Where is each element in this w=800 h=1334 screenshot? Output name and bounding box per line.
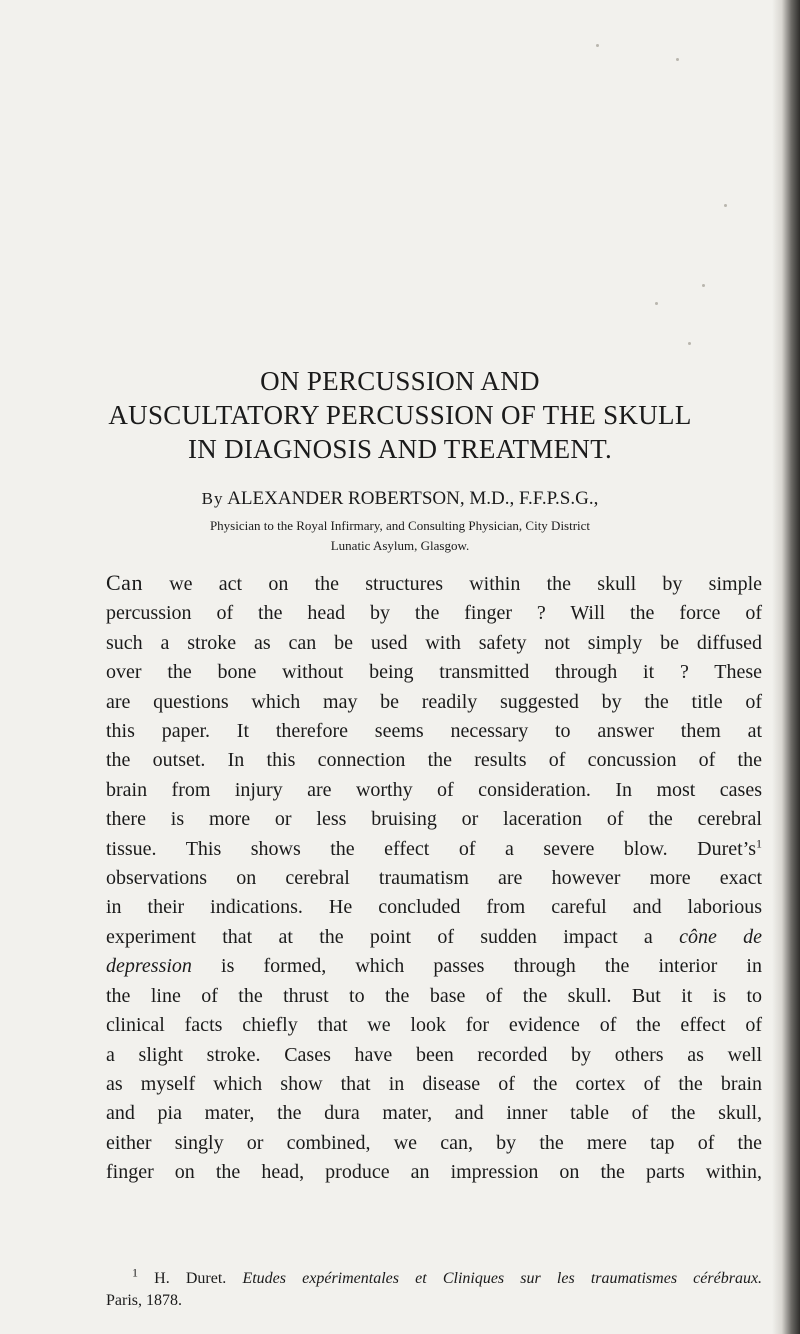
title-line-2: AUSCULTATORY PERCUSSION OF THE SKULL	[108, 400, 692, 430]
footnote-line: Paris, 1878.	[106, 1292, 182, 1309]
body-line: this paper. It therefore seems necessary to answer them at	[106, 720, 762, 743]
body-line: the line of the thrust to the base of the skull. But it is to	[106, 984, 762, 1007]
page-edge-shadow	[772, 0, 800, 1334]
drop-word: Can	[106, 570, 143, 595]
body-line: in their indications. He concluded from careful and laborious	[106, 896, 762, 919]
italic-term: cône de	[679, 925, 762, 948]
body-line: there is more or less bruising or laceration of the cerebral	[106, 808, 762, 831]
body-line: such a stroke as can be used with safety not simply be diffused	[106, 631, 762, 654]
paper-speck	[676, 58, 679, 61]
body-line: experiment that at the point of sudden impact a cône de	[106, 925, 762, 948]
footnote-line: $^1$ H. Duret. Etudes expérimentales et Cliniques sur les traumatismes cérébraux.	[132, 1265, 763, 1287]
body-line: percussion of the head by the finger ? Will the force of	[106, 602, 762, 625]
author-name: ALEXANDER ROBERTSON, M.D., F.F.P.S.G.,	[227, 488, 599, 509]
body-line: observations on cerebral traumatism are however more exact	[106, 867, 762, 890]
paper-speck	[596, 44, 599, 47]
byline-prefix: By	[201, 489, 224, 508]
italic-term: depression	[106, 955, 192, 978]
paper-speck	[724, 204, 727, 207]
body-paragraph	[106, 568, 762, 1188]
title-line-1: ON PERCUSSION AND	[260, 366, 540, 396]
byline	[0, 488, 800, 510]
body-line: either singly or combined, we can, by the mere tap of the	[106, 1131, 762, 1154]
title-line-3: IN DIAGNOSIS AND TREATMENT.	[187, 434, 613, 464]
footnote-reference[interactable]: 1	[756, 836, 762, 850]
affiliation-line-1: Physician to the Royal Infirmary, and Consulting Physician, City District	[209, 518, 591, 533]
paper-speck	[688, 342, 691, 345]
body-line: clinical facts chiefly that we look for evidence of the effect of	[106, 1014, 762, 1037]
body-line: the outset. In this connection the results of concussion of the	[106, 749, 762, 772]
paper-speck	[702, 284, 705, 287]
body-line: depression is formed, which passes through the interior in	[106, 955, 762, 978]
body-line: brain from injury are worthy of consideration. In most cases	[106, 778, 762, 801]
body-line: are questions which may be readily suggested by the title of	[106, 690, 762, 713]
paper-speck	[655, 302, 658, 305]
affiliation-line-2: Lunatic Asylum, Glasgow.	[330, 538, 470, 553]
body-line: as myself which show that in disease of the cortex of the brain	[106, 1072, 762, 1095]
footnote	[106, 1265, 763, 1312]
body-line: a slight stroke. Cases have been recorded by others as well	[106, 1043, 762, 1066]
body-line: Can we act on the structures within the skull by simple	[106, 570, 762, 595]
body-line: tissue. This shows the effect of a severe blow. $Duret’s^1$	[106, 836, 762, 860]
body-line: over the bone without being transmitted through it ? These	[106, 661, 762, 684]
body-line: and pia mater, the dura mater, and inner table of the skull,	[106, 1102, 762, 1125]
body-line: finger on the head, produce an impression on the parts within,	[106, 1161, 762, 1184]
footnote-title: Etudes expérimentales et Cliniques sur les traumatismes cérébraux.	[242, 1270, 763, 1287]
footnote-marker: 1	[132, 1265, 138, 1280]
